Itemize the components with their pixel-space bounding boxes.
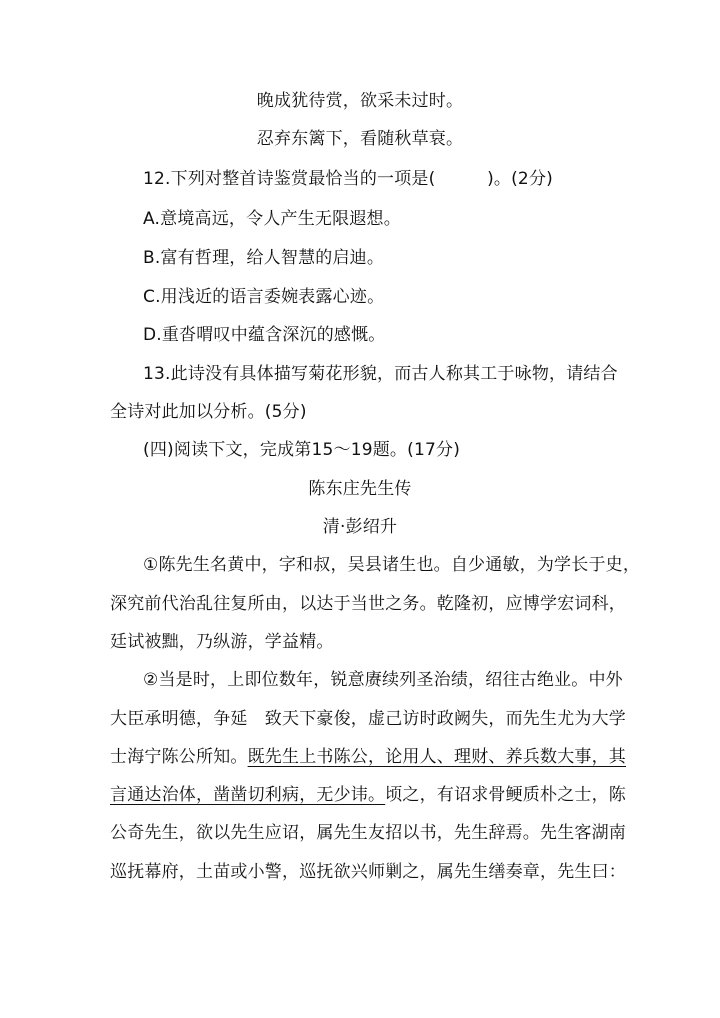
question-12-option-b: B.富有哲理，给人智慧的启迪。 bbox=[143, 248, 385, 268]
question-12-stem: 12.下列对整首诗鉴赏最恰当的一项是( )。(2分) bbox=[143, 169, 553, 189]
paragraph-2-line-4-wrapper bbox=[110, 787, 626, 804]
paragraph-2-line-1: ②当是时，上即位数年，锐意赓续列圣治绩，绍往古绝业。中外 bbox=[143, 670, 623, 690]
paragraph-1-line-3: 廷试被黜，乃纵游，学益精。 bbox=[110, 632, 334, 652]
paragraph-2-line-6: 巡抚幕府，土苗或小警，巡抚欲兴师剿之，属先生缮奏章，先生曰： bbox=[110, 862, 626, 882]
paragraph-2-line-3-plain: 士海宁陈公所知。 bbox=[110, 747, 248, 767]
question-12-option-c: C.用浅近的语言委婉表露心迹。 bbox=[143, 287, 385, 307]
paragraph-1-line-2: 深究前代治乱往复所由，以达于当世之务。乾隆初，应博学宏词科， bbox=[110, 594, 626, 614]
paragraph-2-line-5: 公奇先生，欲以先生应诏，属先生友招以书，先生辞焉。先生客湖南 bbox=[110, 823, 626, 843]
passage-author: 清·彭绍升 bbox=[322, 517, 398, 537]
question-13-line-2: 全诗对此加以分析。(5分) bbox=[110, 402, 307, 422]
paragraph-2-line-3-wrapper bbox=[110, 749, 626, 766]
passage-title: 陈东庄先生传 bbox=[308, 479, 412, 499]
question-13-line-1: 13.此诗没有具体描写菊花形貌，而古人称其工于咏物，请结合 bbox=[143, 364, 618, 384]
paragraph-2-underlined-text-1: 既先生上书陈公，论用人、理财、养兵数大事，其 bbox=[247, 747, 627, 767]
paragraph-1-line-1: ①陈先生名黄中，字和叔，吴县诸生也。自少通敏，为学长于史， bbox=[143, 555, 641, 575]
section-four-instruction: (四)阅读下文，完成第15～19题。(17分) bbox=[143, 440, 461, 460]
poem-line-1: 晚成犹待赏，欲采未过时。 bbox=[256, 91, 464, 111]
paragraph-2-line-2: 大臣承明德，争延 致天下豪俊，虚己访时政阙失，而先生尤为大学 bbox=[110, 709, 626, 729]
question-12-option-a: A.意境高远，令人产生无限遐想。 bbox=[143, 209, 401, 229]
question-12-option-d: D.重沓喟叹中蕴含深沉的感慨。 bbox=[143, 325, 386, 345]
poem-line-2: 忍弃东篱下，看随秋草衰。 bbox=[256, 129, 464, 149]
paragraph-2-line-4-plain: 顷之，有诏求骨鲠质朴之士，陈 bbox=[385, 785, 627, 805]
paragraph-2-underlined-text-2: 言通达治体，凿凿切利病，无少讳。 bbox=[110, 785, 386, 805]
